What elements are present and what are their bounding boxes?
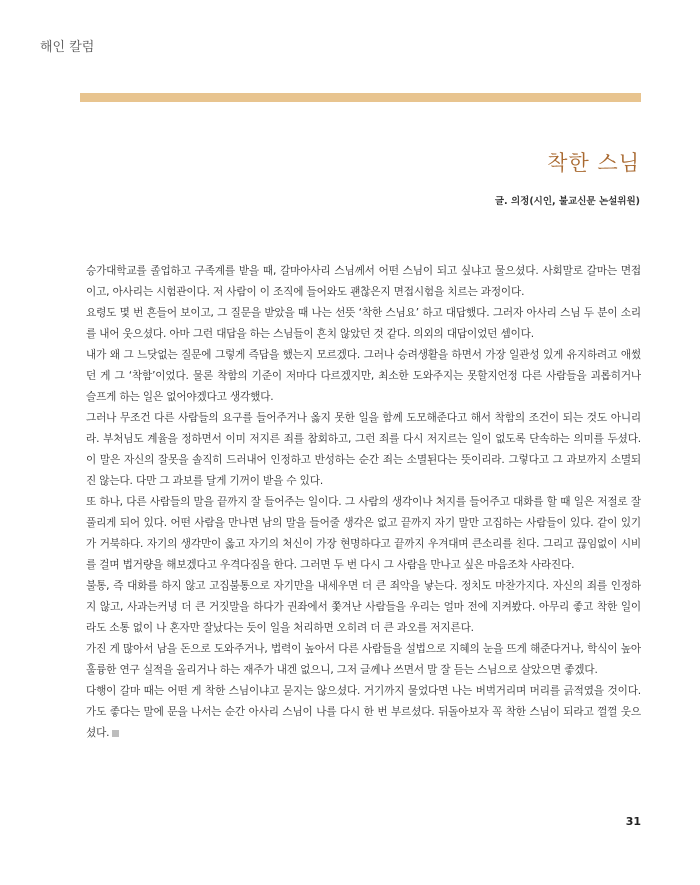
paragraph-last xyxy=(86,681,641,744)
end-mark-icon xyxy=(112,730,119,737)
page-number: 31 xyxy=(625,815,641,828)
paragraph: 그러나 무조건 다른 사람들의 요구를 들어주거나 옳지 못한 일을 함께 도모해준다고 해서 착함의 조건이 되는 것도 아니리라. 부처님도 계율을 정하면서 이미 저지른 죄를 참회하고, 그런 죄를 다시 저지르는 일이 없도록 단속하는 의미를 두셨다. 이 말은 자신의 잘못을 솔직히 드러내어 인정하고 반성하는 순간 죄는 소멸된다는 뜻이리라. 그렇다고 그 과보까지 소멸되진 않는다. 다만 그 과보를 달게 기꺼이 받을 수 있다. xyxy=(86,412,641,487)
paragraph: 가진 게 많아서 남을 돈으로 도와주거나, 법력이 높아서 다른 사람들을 설법으로 지혜의 눈을 뜨게 해준다거나, 학식이 높아 훌륭한 연구 실적을 올리거나 하는 재주가 내겐 없으니, 그저 글께나 쓰면서 말 잘 듣는 스님으로 살았으면 좋겠다. xyxy=(86,643,641,676)
article-title: 착한 스님 xyxy=(547,151,640,175)
paragraph-text: 다행이 갈마 때는 어떤 게 착한 스님이냐고 묻지는 않으셨다. 거기까지 물었다면 나는 버벅거리며 머리를 긁적였을 것이다. 가도 좋다는 말에 문을 나서는 순간 아사리 스님이 나를 다시 한 번 부르셨다. 뒤돌아보자 꼭 착한 스님이 되라고 껄껄 웃으셨다. xyxy=(86,685,641,739)
article-body xyxy=(86,261,641,744)
paragraph: 승가대학교를 졸업하고 구족계를 받을 때, 갈마아사리 스님께서 어떤 스님이 되고 싶냐고 물으셨다. 사회말로 갈마는 면접이고, 아사리는 시험관이다. 저 사람이 이 조직에 들어와도 괜찮은지 면접시험을 치르는 과정이다. xyxy=(86,265,641,298)
accent-bar xyxy=(80,93,641,102)
paragraph: 불통, 즉 대화를 하지 않고 고집불통으로 자기만을 내세우면 더 큰 죄악을 낳는다. 정치도 마찬가지다. 자신의 죄를 인정하지 않고, 사과는커녕 더 큰 거짓말을 하다가 권좌에서 쫓겨난 사람들을 우리는 얼마 전에 지켜봤다. 아무리 좋고 착한 일이라도 소통 없이 나 혼자만 잘났다는 듯이 일을 처리하면 오히려 더 큰 과오를 저지른다. xyxy=(86,580,641,634)
paragraph: 또 하나, 다른 사람들의 말을 끝까지 잘 들어주는 일이다. 그 사람의 생각이나 처지를 들어주고 대화를 할 때 일은 저절로 잘 풀리게 되어 있다. 어떤 사람을 만나면 남의 말을 들어줄 생각은 없고 끝까지 자기 말만 고집하는 사람들이 있다. 같이 있기가 거북하다. 자기의 생각만이 옳고 자기의 처신이 가장 현명하다고 끝까지 우겨대며 큰소리를 친다. 그리고 끊임없이 시비를 걸며 법거량을 해보겠다고 우격다짐을 한다. 그러면 두 번 다시 그 사람을 만나고 싶은 마음조차 사라진다. xyxy=(86,496,641,571)
paragraph: 내가 왜 그 느닷없는 질문에 그렇게 즉답을 했는지 모르겠다. 그러나 승려생활을 하면서 가장 일관성 있게 유지하려고 애썼던 게 그 ‘착함’이었다. 물론 착함의 기준이 저마다 다르겠지만, 최소한 도와주지는 못할지언정 다른 사람들을 괴롭히거나 슬프게 하는 일은 없어야겠다고 생각했다. xyxy=(86,349,641,403)
paragraph: 요령도 몇 번 흔들어 보이고, 그 질문을 받았을 때 나는 선뜻 ‘착한 스님요’ 하고 대답했다. 그러자 아사리 스님 두 분이 소리를 내어 웃으셨다. 아마 그런 대답을 하는 스님들이 흔치 않았던 것 같다. 의외의 대답이었던 셈이다. xyxy=(86,307,641,340)
article-byline: 글. 의정(시인, 불교신문 논설위원) xyxy=(494,196,640,207)
section-label: 해인 칼럼 xyxy=(40,40,95,55)
